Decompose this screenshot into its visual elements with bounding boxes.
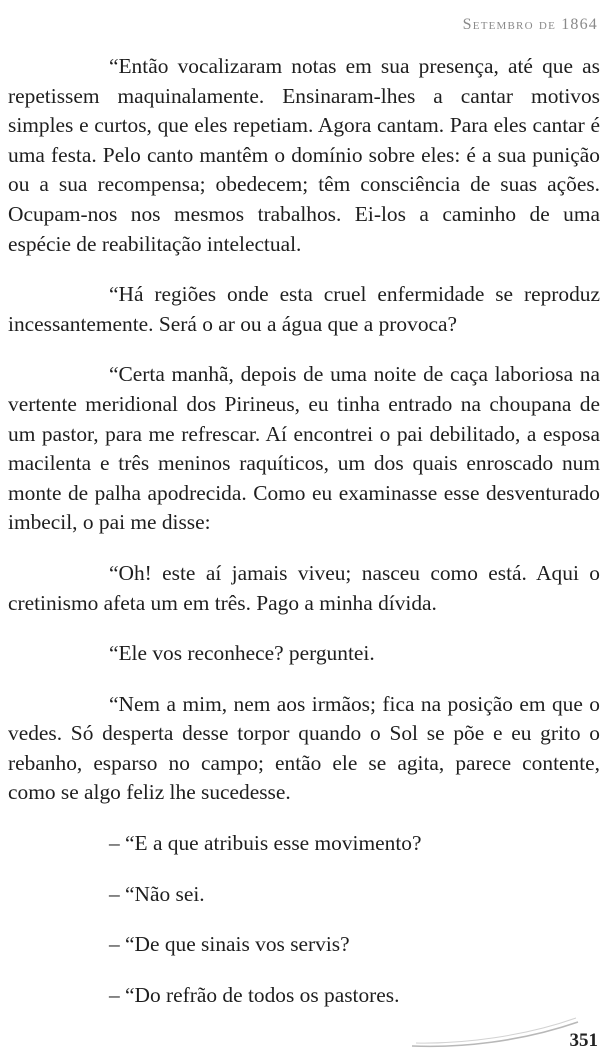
page-body [8, 52, 600, 1010]
page-number: 351 [569, 1030, 598, 1051]
paragraph: “Há regiões onde esta cruel enfermidade se reproduz incessantemente. Será o ar ou a água que a provoca? [8, 282, 600, 336]
dialog-line: – “De que sinais vos servis? [109, 932, 350, 957]
paragraph: “Oh! este aí jamais viveu; nasceu como está. Aqui o cretinismo afeta um em três. Pago a minha dívida. [8, 560, 600, 615]
paragraph: “Nem a mim, nem aos irmãos; fica na posição em que o vedes. Só desperta desse torpor quando o Sol se põe e eu grito o rebanho, esparso no campo; então ele se agita, parece contente, como se algo feliz lhe sucedesse. [8, 691, 600, 805]
running-head: Setembro de 1864 [462, 16, 598, 33]
paragraph: “Ele vos reconhece? perguntei. [109, 641, 375, 666]
paragraph: “Certa manhã, depois de uma noite de caça laboriosa na vertente meridional dos Pirineus, eu tinha entrado na choupana de um pastor, para me refrescar. Aí encontrei o pai debilitado, a esposa macilenta e três meninos raquíticos, um dos quais enroscado num monte de palha apodrecida. Como eu examinasse esse desventurado imbecil, o pai me disse: [8, 362, 600, 535]
dialog-line: – “E a que atribuis esse movimento? [109, 831, 422, 856]
dialog-line: – “Do refrão de todos os pastores. [109, 982, 400, 1007]
paragraph: “Então vocalizaram notas em sua presença, até que as repetissem maquinalamente. Ensinaram-lhes a cantar motivos simples e curtos, que eles repetiam. Agora cantam. Para eles cantar é uma festa. Pelo canto mantêm o domínio sobre eles: é a sua punição ou a sua recompensa; obedecem; têm consciência de suas ações. Ocupam-nos nos mesmos trabalhos. Ei-los a caminho de uma espécie de reabilitação intelectual. [8, 54, 600, 256]
footer-swoosh-ornament [410, 1016, 580, 1050]
dialog-line: – “Não sei. [109, 881, 205, 906]
